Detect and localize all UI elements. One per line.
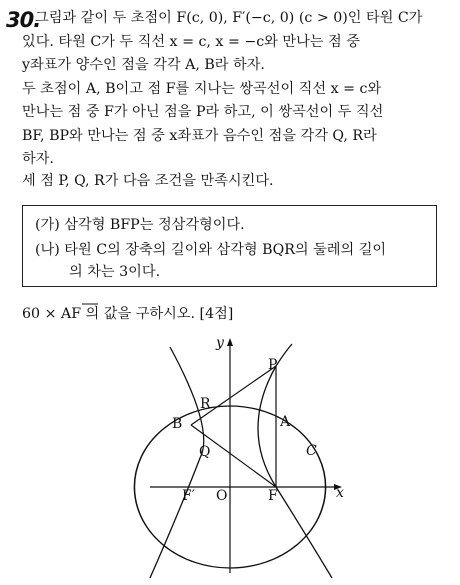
point-r-label: R — [200, 396, 211, 412]
x-axis-label: x — [336, 485, 344, 501]
point-q-label: Q — [199, 444, 211, 460]
origin-label: O — [216, 488, 228, 504]
condition-na-continued: 의 차는 3이다. — [69, 264, 161, 280]
point-a-label: A — [280, 414, 291, 430]
hyperbola-left-branch — [150, 347, 204, 578]
problem-line-7: 하자. — [22, 151, 54, 167]
question-text: 60 × AF 의 값을 구하시오. [4점] — [22, 306, 234, 322]
y-axis-label: y — [216, 335, 224, 351]
problem-line-3: y좌표가 양수인 점을 각각 A, B라 하자. — [22, 57, 265, 73]
problem-line-8: 세 점 P, Q, R가 다음 조건을 만족시킨다. — [22, 173, 274, 189]
hyperbola-right-branch-upper — [276, 344, 292, 366]
condition-ga: (가) 삼각형 BFP는 정삼각형이다. — [35, 217, 245, 233]
problem-line-1: 그림과 같이 두 초점이 F(c, 0), F′(−c, 0) (c > 0)인 타원 C가 — [35, 10, 423, 26]
condition-na: (나) 타원 C의 장축의 길이와 삼각형 BQR의 둘레의 길이 — [35, 242, 387, 258]
point-b-label: B — [172, 416, 183, 432]
point-p-label: P — [268, 357, 278, 373]
problem-line-4: 두 초점이 A, B이고 점 F를 지나는 쌍곡선이 직선 x = c와 — [22, 81, 382, 97]
point-f-prime-label: F′ — [182, 488, 195, 504]
y-axis-arrow — [227, 338, 233, 346]
point-f-label: F — [268, 488, 278, 504]
hyperbola-right-branch-inner — [258, 366, 276, 487]
ellipse-c-label: C — [306, 443, 317, 459]
problem-line-5: 만나는 점 중 F가 아닌 점을 P라 하고, 이 쌍곡선이 두 직선 — [22, 104, 384, 120]
problem-line-2: 있다. 타원 C가 두 직선 x = c, x = −c와 만나는 점 중 — [22, 34, 360, 50]
problem-number: 30. — [6, 8, 41, 32]
problem-line-6: BF, BP와 만나는 점 중 x좌표가 음수인 점을 각각 Q, R라 — [22, 128, 377, 144]
